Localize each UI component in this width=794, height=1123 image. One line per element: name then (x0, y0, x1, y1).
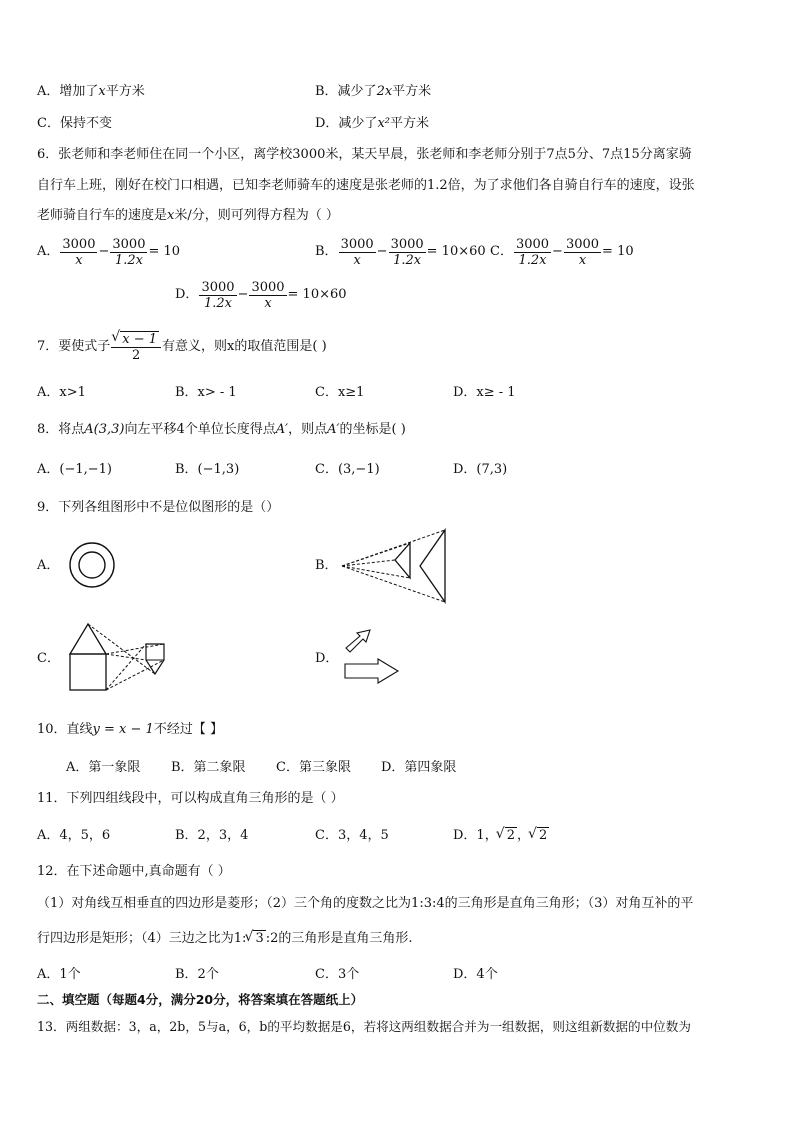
q11-stem: 11．下列四组线段中，可以构成直角三角形的是（ ） (37, 791, 344, 806)
q10-option-d: D．第四象限 (381, 760, 457, 775)
q8-option-c: C．(3,−1) (315, 462, 380, 477)
q11-option-a: A．4，5，6 (37, 828, 111, 843)
q13-stem: 13．两组数据：3，a，2b，5与a，6，b的平均数据是6，若将这两组数据合并为一组数据，则这组新数据的中位数为 (37, 1019, 691, 1034)
q6-stem-line2: 自行车上班，刚好在校门口相遇，已知李老师骑车的速度是张老师的1.2倍，为了求他们各自骑自行车的速度，设张 (37, 178, 695, 193)
figure-d-arrows (342, 628, 404, 684)
figure-a-concentric-circles (62, 540, 122, 590)
q12-option-b: B．2个 (175, 967, 219, 982)
q9-stem: 9．下列各组图形中不是位似图形的是（） (37, 500, 280, 515)
q10-option-a: A．第一象限 (66, 760, 141, 775)
q9-label-c: C． (37, 651, 60, 666)
q11-option-b: B．2，3，4 (175, 828, 249, 843)
q11-option-d: D．1，√ 2 ，√ 2 (453, 827, 549, 845)
q8-option-d: D．(7,3) (453, 462, 508, 477)
figure-c-house-shapes (68, 622, 172, 694)
q6-option-a: A． $\frac{3000}{x}$ − $\frac{3000}{1.2x}$ = 10 (37, 236, 181, 268)
q5-option-d: D．减少了x²平方米 (315, 116, 429, 131)
q5-option-c: C．保持不变 (37, 116, 112, 131)
q12-line2: 行四边形是矩形；（4）三边之比为1:√ 3 :2的三角形是直角三角形. (37, 930, 413, 948)
q7-option-b: B．x> - 1 (175, 385, 237, 400)
q12-option-d: D．4个 (453, 967, 498, 982)
q10-option-b: B．第二象限 (171, 760, 246, 775)
q6-option-b: B． $\frac{3000}{x}$ − $\frac{3000}{1.2x}$ = 10×60 (315, 236, 486, 268)
q7-option-c: C．x≥1 (315, 385, 365, 400)
q10-stem: 10．直线y = x − 1不经过【 】 (37, 722, 223, 737)
q6-option-d: D． $\frac{3000}{1.2x}$ − $\frac{3000}{x}$ = 10×60 (175, 279, 347, 311)
section-title-fill-in: 二、填空题（每题4分，满分20分，将答案填在答题纸上） (37, 992, 364, 1007)
q8-stem: 8．将点A(3,3)向左平移4个单位长度得点A′，则点A′的坐标是( ) (37, 422, 406, 437)
q9-label-b: B． (315, 558, 338, 573)
q6-stem-line1: 6．张老师和李老师住在同一个小区，离学校3000米，某天早晨，张老师和李老师分别于7点5分、7点15分离家骑 (37, 147, 692, 162)
q7-stem: 7．要使式子 √ $\frac{x - 1}{2}$ 有意义，则x的取值范围是( ) (37, 327, 327, 367)
q6-option-c: C． $\frac{3000}{1.2x}$ − $\frac{3000}{x}$ = 10 (490, 236, 634, 268)
q11-option-c: C．3，4，5 (315, 828, 389, 843)
q12-line1: （1）对角线互相垂直的四边形是菱形；（2）三个角的度数之比为1:3:4的三角形是直角三角形；（3）对角互补的平 (37, 896, 694, 911)
q7-option-a: A．x>1 (37, 385, 86, 400)
q9-label-d: D． (315, 651, 339, 666)
q5-option-a: A．增加了x平方米 (37, 84, 145, 99)
q8-option-b: B．(−1,3) (175, 462, 240, 477)
q8-option-a: A．(−1,−1) (37, 462, 112, 477)
q7-option-d: D．x≥ - 1 (453, 385, 516, 400)
q6-stem-line3: 老师骑自行车的速度是x米/分，则可列得方程为（ ） (37, 208, 339, 223)
q12-option-c: C．3个 (315, 967, 360, 982)
q9-label-a: A． (37, 558, 60, 573)
q5-option-b: B．减少了2x平方米 (315, 84, 432, 99)
q12-stem: 12．在下述命题中,真命题有（ ） (37, 864, 231, 879)
figure-b-similar-triangles (340, 528, 450, 604)
q10-option-c: C．第三象限 (276, 760, 351, 775)
q12-option-a: A．1个 (37, 967, 81, 982)
